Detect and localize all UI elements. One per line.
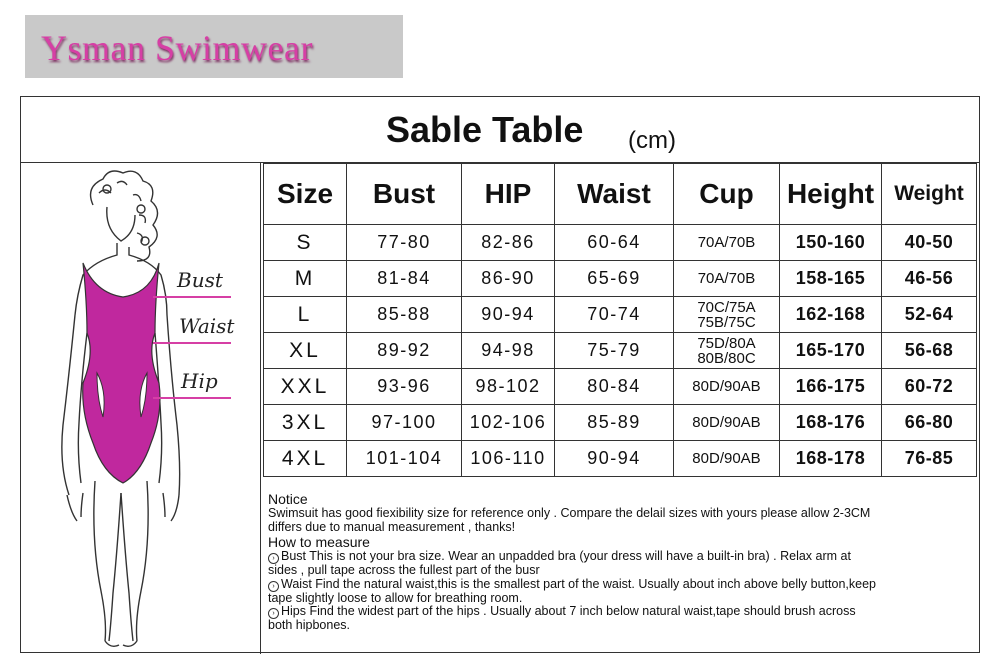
weight-cell: 76-85 xyxy=(882,441,977,477)
table-header-row xyxy=(264,164,977,225)
body-figure xyxy=(21,163,261,654)
table-row xyxy=(264,369,977,405)
bust-cell: 81-84 xyxy=(347,261,462,297)
cup-line: 75D/80A xyxy=(697,334,756,352)
weight-cell: 66-80 xyxy=(882,405,977,441)
notice-title: Notice xyxy=(268,491,308,507)
weight-cell: 56-68 xyxy=(882,333,977,369)
col-size-header: Size xyxy=(264,164,347,225)
cup-line: 80D/90AB xyxy=(692,414,761,431)
waist-cell: 75-79 xyxy=(555,333,674,369)
weight-cell: 46-56 xyxy=(882,261,977,297)
col-cup-header: Cup xyxy=(674,164,780,225)
table-row xyxy=(264,333,977,369)
bust-cell: 97-100 xyxy=(347,405,462,441)
table-row xyxy=(264,441,977,477)
bust-cell: 101-104 xyxy=(347,441,462,477)
size-cell: 4XL xyxy=(264,441,347,477)
swimsuit-shape xyxy=(83,263,160,483)
cup-line: 80B/80C xyxy=(697,349,756,367)
table-row xyxy=(264,405,977,441)
col-height-header: Height xyxy=(780,164,882,225)
waist-label: Waist xyxy=(179,314,235,338)
col-hip-header: HIP xyxy=(462,164,555,225)
height-cell: 150-160 xyxy=(780,225,882,261)
brand-name: Ysman Swimwear xyxy=(41,28,313,68)
hips-instruction-cont: both hipbones. xyxy=(268,618,351,632)
cup-cell xyxy=(674,333,780,369)
waist-cell: 80-84 xyxy=(555,369,674,405)
bust-cell: 77-80 xyxy=(347,225,462,261)
waist-cell: 65-69 xyxy=(555,261,674,297)
hip-cell: 94-98 xyxy=(462,333,555,369)
size-cell: XXL xyxy=(264,369,347,405)
notice-line: Swimsuit has good fiexibility size for reference only . Compare the delail sizes with yours please allow 2-3CM xyxy=(268,506,871,520)
col-weight-header: Weight xyxy=(882,164,977,225)
cup-line: 80D/90AB xyxy=(692,378,761,395)
table-row xyxy=(264,297,977,333)
bust-cell: 85-88 xyxy=(347,297,462,333)
bullet-icon: › xyxy=(268,608,279,619)
hip-cell: 98-102 xyxy=(462,369,555,405)
cup-cell xyxy=(674,441,780,477)
height-cell: 168-176 xyxy=(780,405,882,441)
chart-title: Sable Table xyxy=(386,109,584,150)
waist-instruction-cont: tape slightly loose to allow for breathing room. xyxy=(268,590,523,605)
size-chart xyxy=(20,96,980,653)
how-to-measure-title: How to measure xyxy=(268,534,370,550)
height-cell: 162-168 xyxy=(780,297,882,333)
bust-instruction-cont: sides , pull tape across the fullest part of the busr xyxy=(268,563,540,577)
cup-cell xyxy=(674,369,780,405)
cup-cell xyxy=(674,405,780,441)
hips-instruction xyxy=(268,605,980,619)
weight-cell: 52-64 xyxy=(882,297,977,333)
weight-cell: 60-72 xyxy=(882,369,977,405)
size-table xyxy=(263,163,977,477)
waist-instruction xyxy=(268,578,980,592)
bust-instruction xyxy=(268,550,980,564)
waist-text: Waist Find the natural waist,this is the smallest part of the waist. Usually about inch above belly button,keep xyxy=(281,576,876,591)
bullet-icon: › xyxy=(268,553,279,564)
size-cell: L xyxy=(264,297,347,333)
hip-cell: 106-110 xyxy=(462,441,555,477)
waist-cell: 85-89 xyxy=(555,405,674,441)
size-cell: 3XL xyxy=(264,405,347,441)
cup-line: 70A/70B xyxy=(697,270,756,287)
cup-cell xyxy=(674,261,780,297)
hip-cell: 90-94 xyxy=(462,297,555,333)
title-row xyxy=(21,97,979,163)
cup-line: 70A/70B xyxy=(697,234,756,251)
brand-banner xyxy=(25,15,403,78)
weight-cell: 40-50 xyxy=(882,225,977,261)
waist-cell: 60-64 xyxy=(555,225,674,261)
waist-cell: 90-94 xyxy=(555,441,674,477)
table-row xyxy=(264,261,977,297)
hip-cell: 82-86 xyxy=(462,225,555,261)
bust-cell: 93-96 xyxy=(347,369,462,405)
col-waist-header: Waist xyxy=(555,164,674,225)
bust-cell: 89-92 xyxy=(347,333,462,369)
bust-text: Bust This is not your bra size. Wear an unpadded bra (your dress will have a built-in bra) . Relax arm at xyxy=(281,549,851,563)
cup-cell xyxy=(674,297,780,333)
height-cell: 165-170 xyxy=(780,333,882,369)
hip-label: Hip xyxy=(181,369,218,393)
col-bust-header: Bust xyxy=(347,164,462,225)
hip-cell: 86-90 xyxy=(462,261,555,297)
size-cell: M xyxy=(264,261,347,297)
cup-line: 75B/75C xyxy=(697,313,756,331)
hips-text: Hips Find the widest part of the hips . Usually about 7 inch below natural waist,tape should brush across xyxy=(281,604,856,618)
waist-cell: 70-74 xyxy=(555,297,674,333)
height-cell: 166-175 xyxy=(780,369,882,405)
table-row xyxy=(264,225,977,261)
body-illustration xyxy=(21,163,259,653)
notes-section xyxy=(268,491,980,633)
hip-cell: 102-106 xyxy=(462,405,555,441)
bust-label: Bust xyxy=(177,268,223,292)
size-cell: XL xyxy=(264,333,347,369)
chart-unit: (cm) xyxy=(628,127,676,154)
cup-line: 80D/90AB xyxy=(692,450,761,467)
height-cell: 158-165 xyxy=(780,261,882,297)
notice-line: differs due to manual measurement , thanks! xyxy=(268,519,516,534)
cup-cell xyxy=(674,225,780,261)
bullet-icon: › xyxy=(268,581,279,592)
height-cell: 168-178 xyxy=(780,441,882,477)
cup-line: 70C/75A xyxy=(697,298,756,316)
size-cell: S xyxy=(264,225,347,261)
